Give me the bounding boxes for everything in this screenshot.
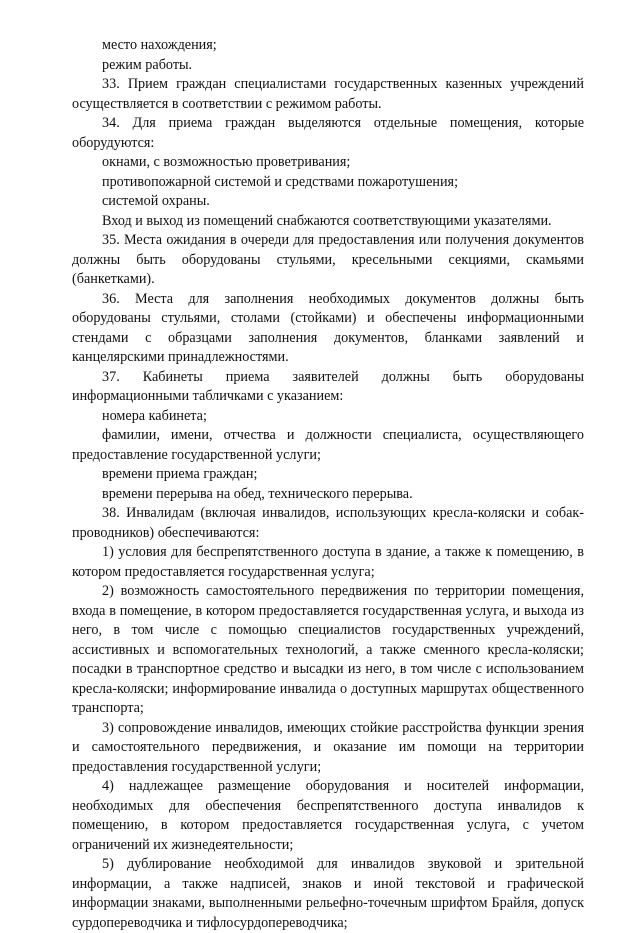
paragraph-36: 36. Места для заполнения необходимых документов должны быть оборудованы стульями, столами (стойками) и обеспечены информационными стендами с образцами заполнения документов, бланками заявлений и канцелярскими принадлежностями. bbox=[72, 290, 584, 365]
paragraph-entrance: Вход и выход из помещений снабжаются соответствующими указателями. bbox=[102, 212, 552, 229]
paragraph-38: 38. Инвалидам (включая инвалидов, использующих кресла-коляски и собак-проводников) обеспечиваются: bbox=[72, 505, 584, 541]
list-item-windows: окнами, с возможностью проветривания; bbox=[102, 154, 351, 170]
list-item-break-time: времени перерыва на обед, технического перерыва. bbox=[102, 485, 413, 502]
list-item-reception-time: времени приема граждан; bbox=[102, 466, 258, 482]
list-item-38-3: 3) сопровождение инвалидов, имеющих стойкие расстройства функции зрения и самостоятельного передвижения, и оказание им помощи на территории предоставления государственной услуги; bbox=[72, 719, 584, 775]
list-item-38-4: 4) надлежащее размещение оборудования и носителей информации, необходимых для обеспечения беспрепятственного доступа инвалидов к помещению, в котором предоставляется государственная услуга, с учетом ограничений их жизнедеятельности; bbox=[72, 778, 584, 853]
list-item-38-1: 1) условия для беспрепятственного доступа в здание, а также к помещению, в котором предоставляется государственная услуга; bbox=[72, 544, 584, 580]
paragraph-37: 37. Кабинеты приема заявителей должны быть оборудованы информационными табличками с указанием: bbox=[72, 368, 584, 404]
paragraph-34: 34. Для приема граждан выделяются отдельные помещения, которые оборудуются: bbox=[72, 115, 584, 151]
list-item-room-number: номера кабинета; bbox=[102, 407, 207, 424]
list-item-38-2: 2) возможность самостоятельного передвижения по территории помещения, входа в помещение, в котором предоставляется государственная услуга, и выхода из него, в том числе с помощью специалистов государственных учреждений, ассистивных и вспомогательных технологий, а также сменного кресла-коляски; посадки в транспортное средство и высадки из него, в том числе с использованием кресла-коляски; информирование инвалида о доступных маршрутах общественного транспорта; bbox=[72, 583, 584, 716]
list-item-specialist-name: фамилии, имени, отчества и должности специалиста, осуществляющего предоставление государственной услуги; bbox=[72, 427, 584, 463]
list-item-schedule: режим работы. bbox=[102, 56, 193, 73]
document-page bbox=[72, 36, 584, 933]
list-item-security: системой охраны. bbox=[102, 193, 210, 209]
list-item-38-5: 5) дублирование необходимой для инвалидов звуковой и зрительной информации, а также надписей, знаков и иной текстовой и графической информации знаками, выполненными рельефно-точечным шрифтом Брайля, допуск сурдопереводчика и тифлосурдопереводчика; bbox=[72, 856, 584, 931]
list-item-location: место нахождения; bbox=[102, 37, 217, 53]
paragraph-35: 35. Места ожидания в очереди для предоставления или получения документов должны быть оборудованы стульями, кресельными секциями, скамьями (банкетками). bbox=[72, 232, 584, 287]
paragraph-33: 33. Прием граждан специалистами государственных казенных учреждений осуществляется в соответствии с режимом работы. bbox=[72, 76, 584, 112]
list-item-fire-system: противопожарной системой и средствами пожаротушения; bbox=[102, 173, 459, 190]
